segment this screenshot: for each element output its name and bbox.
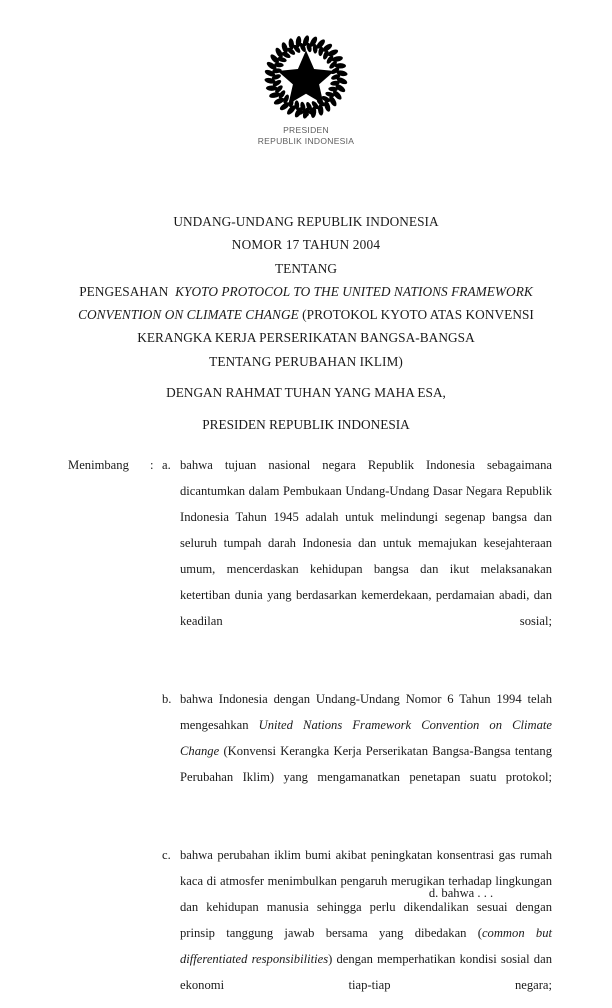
catchword-text: d. bahwa . . .	[428, 886, 494, 900]
emblem-caption-line2: REPUBLIK INDONESIA	[257, 136, 355, 146]
considering-item-marker: a.	[162, 458, 171, 472]
considering-item-text	[180, 686, 552, 816]
emblem-caption	[0, 125, 612, 147]
considering-item-marker: b.	[162, 692, 172, 706]
considering-item-list	[162, 452, 552, 1008]
indonesian-presidential-seal-icon	[263, 34, 349, 120]
title-kyoto-protocol-italic: KYOTO PROTOCOL TO THE UNITED NATIONS FRAMEWORK	[175, 283, 533, 299]
title-line-nomor-tahun: NOMOR 17 TAHUN 2004	[231, 237, 381, 253]
considering-item	[162, 686, 552, 816]
document-title-block	[56, 210, 556, 373]
title-line-kerangka: KERANGKA KERJA PERSERIKATAN BANGSA-BANGSA	[137, 330, 475, 346]
considering-item-text-italic-run: United Nations Framework Convention on Climate Change	[180, 718, 552, 758]
considering-item-text	[180, 452, 552, 660]
considering-label: Menimbang	[68, 458, 129, 472]
considering-item-text-run: (Konvensi Kerangka Kerja Perserikatan Bangsa-Bangsa tentang Perubahan Iklim) yang mengamanatkan penetapan suatu protokol;	[180, 744, 552, 784]
title-line-undang-undang: UNDANG-UNDANG REPUBLIK INDONESIA	[173, 214, 439, 229]
emblem-caption-line1: PRESIDEN	[283, 125, 329, 135]
title-line-tentang: TENTANG	[274, 260, 338, 276]
considering-item-text	[180, 842, 552, 1008]
considering-item	[162, 452, 552, 660]
considering-item	[162, 842, 552, 1008]
considering-item-text-run: ) dengan memperhatikan kondisi sosial dan ekonomi tiap-tiap negara;	[180, 952, 552, 992]
title-line-convention	[56, 303, 556, 326]
considering-item-text-italic-run: common but differentiated responsibilities	[180, 926, 552, 966]
subheading-presiden-republik: PRESIDEN REPUBLIK INDONESIA	[202, 417, 410, 432]
presidential-emblem-block	[0, 34, 612, 147]
considering-item-text-run: bahwa perubahan iklim bumi akibat peningkatan konsentrasi gas rumah kaca di atmosfer menimbulkan pengaruh merugikan terhadap lingkungan dan kehidupan manusia sehingga perlu dikendalikan sesuai dengan prinsip tanggung jawab bersama yang dibedakan (	[180, 848, 552, 940]
considering-item-text-run: bahwa Indonesia dengan Undang-Undang Nomor 6 Tahun 1994 telah mengesahkan	[180, 692, 552, 732]
title-line-perubahan-iklim: TENTANG PERUBAHAN IKLIM)	[209, 353, 403, 369]
title-line-pengesahan	[56, 280, 556, 303]
title-convention-italic: CONVENTION ON CLIMATE CHANGE	[78, 307, 299, 323]
page-catchword	[0, 884, 612, 902]
subheading-dengan-rahmat: DENGAN RAHMAT TUHAN YANG MAHA ESA,	[166, 385, 446, 400]
considering-colon: :	[150, 458, 154, 472]
considering-item-text-run: bahwa tujuan nasional negara Republik Indonesia sebagaimana dicantumkan dalam Pembukaan Undang-Undang Dasar Negara Republik Indonesia Tahun 1945 adalah untuk melindungi segenap bangsa dan seluruh tumpah darah Indonesia dan untuk memajukan kesejahteraan umum, mencerdaskan kehidupan bangsa dan ikut melaksanakan ketertiban dunia yang berdasarkan kemerdekaan, perdamaian abadi, dan keadilan sosial;	[180, 458, 552, 628]
title-protokol-plain: (PROTOKOL KYOTO ATAS KONVENSI	[302, 307, 534, 323]
title-pengesahan-plain: PENGESAHAN	[79, 283, 169, 299]
considering-item-marker: c.	[162, 848, 171, 862]
